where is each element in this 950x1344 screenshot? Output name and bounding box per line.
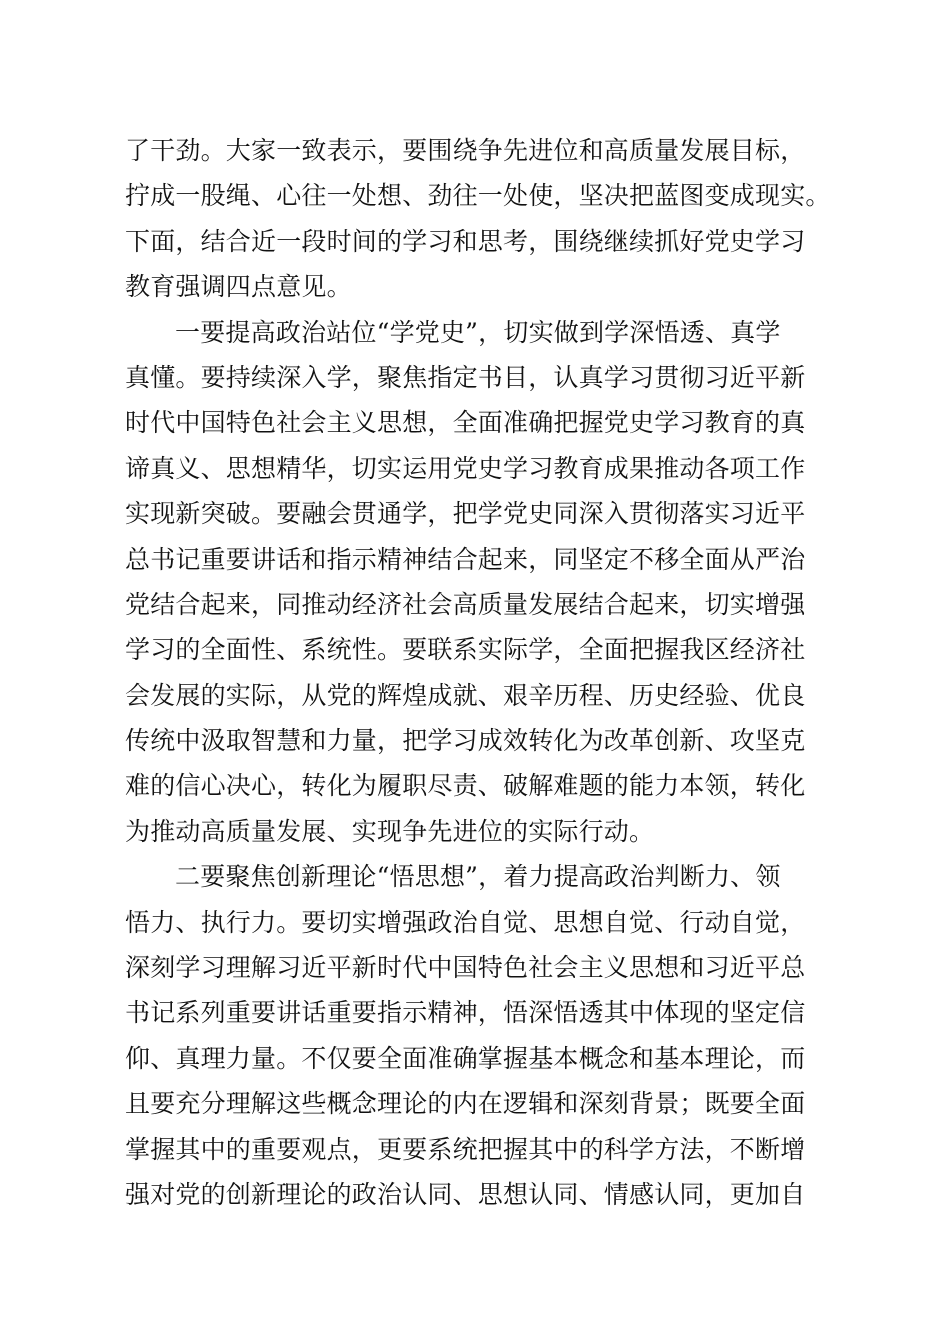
text-line: 谛真义、思想精华，切实运用党史学习教育成果推动各项工作	[125, 453, 806, 483]
text-line: 拧成一股绳、心往一处想、劲往一处使，坚决把蓝图变成现实。	[125, 181, 831, 211]
paragraph-1-first-line: 一要提高政治站位“学党史”，切实做到学深悟透、真学	[175, 317, 781, 347]
text-line: 强对党的创新理论的政治认同、思想认同、情感认同，更加自	[125, 1179, 806, 1209]
text-line: 掌握其中的重要观点，更要系统把握其中的科学方法，不断增	[125, 1134, 806, 1164]
text-line: 了干劲。大家一致表示，要围绕争先进位和高质量发展目标，	[125, 136, 806, 165]
text-line: 书记系列重要讲话重要指示精神，悟深悟透其中体现的坚定信	[125, 998, 806, 1028]
paragraph-2-first-line: 二要聚焦创新理论“悟思想”，着力提高政治判断力、领	[175, 862, 781, 892]
text-line: 且要充分理解这些概念理论的内在逻辑和深刻背景；既要全面	[125, 1089, 806, 1119]
text-line: 实现新突破。要融会贯通学，把学党史同深入贯彻落实习近平	[125, 499, 806, 529]
document-body	[125, 128, 845, 1217]
text-line: 会发展的实际，从党的辉煌成就、艰辛历程、历史经验、优良	[125, 680, 806, 710]
text-line: 难的信心决心，转化为履职尽责、破解难题的能力本领，转化	[125, 771, 806, 801]
text-line: 悟力、执行力。要切实增强政治自觉、思想自觉、行动自觉，	[125, 907, 806, 937]
text-line: 传统中汲取智慧和力量，把学习成效转化为改革创新、攻坚克	[125, 726, 806, 756]
text-line: 总书记重要讲话和指示精神结合起来，同坚定不移全面从严治	[125, 544, 806, 574]
text-line: 为推动高质量发展、实现争先进位的实际行动。	[125, 816, 655, 846]
text-line: 教育强调四点意见。	[125, 272, 352, 302]
text-line: 深刻学习理解习近平新时代中国特色社会主义思想和习近平总	[125, 953, 806, 983]
text-line: 真懂。要持续深入学，聚焦指定书目，认真学习贯彻习近平新	[125, 362, 806, 392]
text-line: 党结合起来，同推动经济社会高质量发展结合起来，切实增强	[125, 589, 806, 619]
text-line: 学习的全面性、系统性。要联系实际学，全面把握我区经济社	[125, 635, 806, 665]
text-line: 下面，结合近一段时间的学习和思考，围绕继续抓好党史学习	[125, 226, 806, 256]
text-line: 时代中国特色社会主义思想，全面准确把握党史学习教育的真	[125, 408, 806, 438]
text-line: 仰、真理力量。不仅要全面准确掌握基本概念和基本理论，而	[125, 1043, 806, 1073]
